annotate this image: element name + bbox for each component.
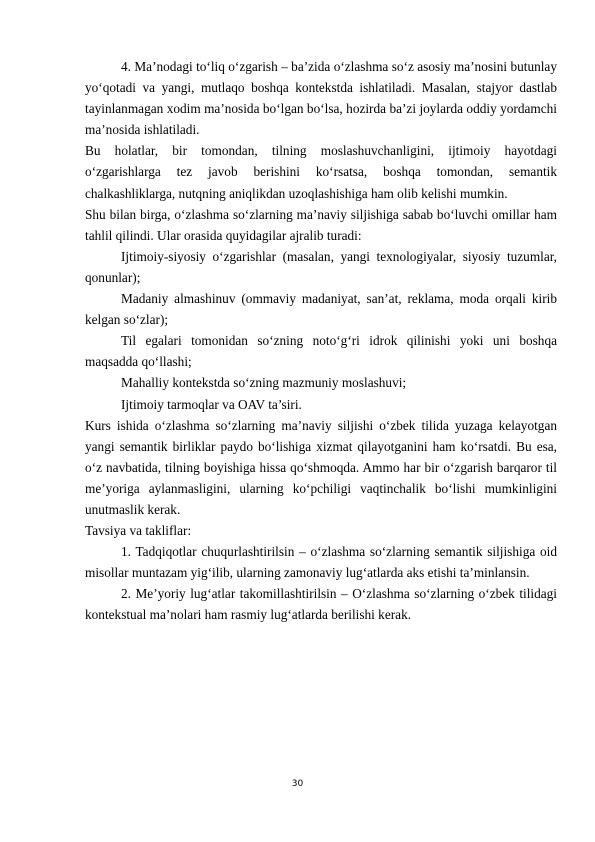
- recommendation-item-1: 1. Tadqiqotlar chuqurlashtirilsin – o‘zlashma so‘zlarning semantik siljishiga oid misollar muntazam yig‘ilib, ularning zamonaviy lug‘atlarda aks etishi ta’minlansin.: [85, 544, 557, 581]
- paragraph-factors-intro: Shu bilan birga, o‘zlashma so‘zlarning ma’naviy siljishiga sabab bo‘luvchi omillar ham tahlil qilindi. Ular orasida quyidagilar ajralib turadi:: [85, 206, 557, 243]
- recommendation-item-2: 2. Me’yoriy lug‘atlar takomillashtirilsin – O‘zlashma so‘zlarning o‘zbek tilidagi kontekstual ma’nolari ham rasmiy lug‘atlarda berilishi kerak.: [85, 586, 557, 623]
- list-item-cultural-exchange: Madaniy almashinuv (ommaviy madaniyat, san’at, reklama, moda orqali kirib kelgan so‘zlar);: [85, 291, 557, 328]
- list-item-local-context: Mahalliy kontekstda so‘zning mazmuniy moslashuvi;: [121, 375, 407, 391]
- section-heading-recommendations: Tavsiya va takliflar:: [85, 523, 192, 539]
- list-item-misperception: Til egalari tomonidan so‘zning noto‘g‘ri idrok qilinishi yoki uni boshqa maqsadda qo‘llashi;: [85, 333, 557, 370]
- paragraph-flexibility: Bu holatlar, bir tomondan, tilning moslashuvchanligini, ijtimoiy hayotdagi o‘zgarishlarga tez javob berishini ko‘rsatsa, boshqa tomondan, semantik chalkashliklarga, nutqning aniqlikdan uzoqlashishiga ham olib kelishi mumkin.: [85, 143, 557, 201]
- paragraph-meaning-change: 4. Ma’nodagi to‘liq o‘zgarish – ba’zida o‘zlashma so‘z asosiy ma’nosini butunlay yo‘qotadi va yangi, mutlaqo boshqa kontekstda ishlatiladi. Masalan, stajyor dastlab tayinlanmagan xodim ma’nosida bo‘lgan bo‘lsa, hozirda ba’zi joylarda oddiy yordamchi ma’nosida ishlatiladi.: [85, 59, 557, 138]
- list-item-social-media: Ijtimoiy tarmoqlar va OAV ta’siri.: [121, 396, 302, 412]
- document-page: [85, 56, 557, 626]
- list-item-sociopolitical: Ijtimoiy-siyosiy o‘zgarishlar (masalan, yangi texnologiyalar, siyosiy tuzumlar, qonunlar);: [85, 248, 557, 285]
- page-number: 30: [291, 779, 304, 789]
- paragraph-conclusion: Kurs ishida o‘zlashma so‘zlarning ma’naviy siljishi o‘zbek tilida yuzaga kelayotgan yangi semantik birliklar paydo bo‘lishiga xizmat qilayotganini ham ko‘rsatdi. Bu esa, o‘z navbatida, tilning boyishiga hissa qo‘shmoqda. Ammo har bir o‘zgarish barqaror til me’yoriga aylanmasligini, ularning ko‘pchiligi vaqtinchalik bo‘lishi mumkinligini unutmaslik kerak.: [85, 417, 557, 517]
